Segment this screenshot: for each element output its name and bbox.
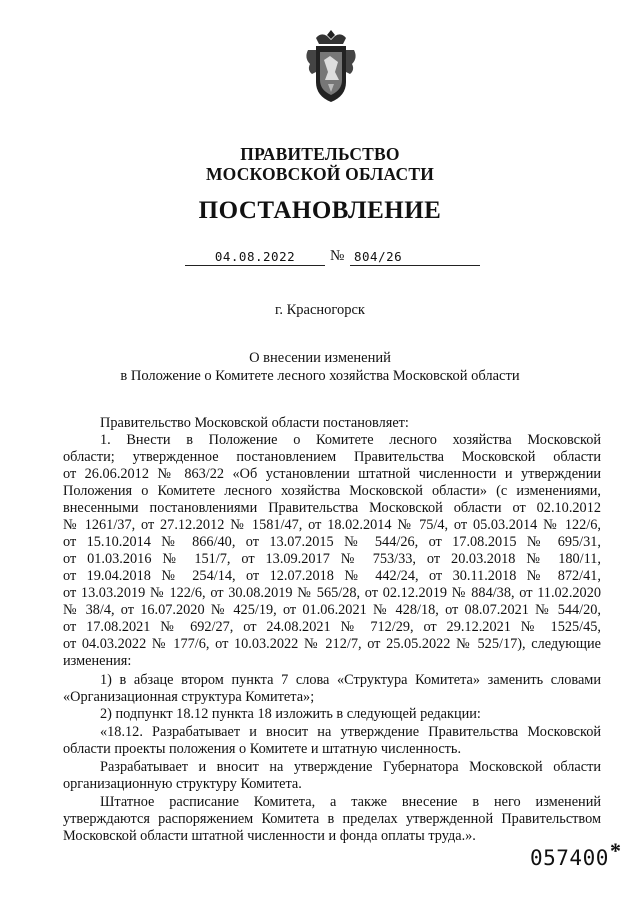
body-line: области проекты положения о Комитете и штатную численность. [63, 741, 462, 757]
body-line: от 01.03.2016 № 151/7, от 13.09.2017 № 753/33, от 20.03.2018 № 180/11, [63, 551, 601, 567]
number-sign: № [330, 248, 345, 264]
body-line: Положения о Комитете лесного хозяйства Московской области» (с изменениями, [63, 483, 601, 499]
body-line: Московской области штатной численности и фонда оплаты труда.». [63, 828, 476, 844]
body-line: Правительство Московской области постановляет: [100, 415, 409, 431]
body-line: «Организационная структура Комитета»; [63, 689, 315, 705]
body-line: внесенными постановлениями Правительства Московской области от 02.10.2012 [63, 500, 601, 516]
stamp-mark: * [610, 838, 621, 863]
document-date: 04.08.2022 [185, 249, 325, 266]
document-type: ПОСТАНОВЛЕНИЕ [198, 197, 442, 224]
city: г. Красногорск [275, 302, 365, 318]
body-line: Разрабатывает и вносит на утверждение Губернатора Московской области [100, 759, 601, 775]
organization-region: МОСКОВСКОЙ ОБЛАСТИ [205, 164, 435, 184]
organization-title: ПРАВИТЕЛЬСТВО [240, 144, 400, 164]
body-line: 1. Внести в Положение о Комитете лесного хозяйства Московской [100, 432, 601, 448]
subject-line-1: О внесении изменений [249, 350, 391, 366]
body-line: 1) в абзаце втором пункта 7 слова «Структура Комитета» заменить словами [100, 672, 601, 688]
body-line: 2) подпункт 18.12 пункта 18 изложить в следующей редакции: [100, 706, 481, 722]
body-line: области; утвержденное постановлением Правительства Московской области [63, 449, 601, 465]
coat-of-arms-icon [302, 28, 360, 106]
body-line: Штатное расписание Комитета, а также внесение в него изменений [100, 794, 601, 810]
subject-line-2: в Положение о Комитете лесного хозяйства Московской области [120, 368, 520, 384]
body-line: № 1261/37, от 27.12.2012 № 1581/47, от 18.02.2014 № 75/4, от 05.03.2014 № 122/6, [63, 517, 601, 533]
body-line: от 19.04.2018 № 254/14, от 12.07.2018 № 442/24, от 30.11.2018 № 872/41, [63, 568, 601, 584]
body-line: «18.12. Разрабатывает и вносит на утверждение Правительства Московской [100, 724, 601, 740]
body-line: от 26.06.2012 № 863/22 «Об установлении штатной численности и утверждении [63, 466, 601, 482]
body-line: от 15.10.2014 № 866/40, от 13.07.2015 № 544/26, от 17.08.2015 № 695/31, [63, 534, 601, 550]
body-line: от 17.08.2021 № 692/27, от 24.08.2021 № 712/29, от 29.12.2021 № 1525/45, [63, 619, 601, 635]
body-line: от 04.03.2022 № 177/6, от 10.03.2022 № 212/7, от 25.05.2022 № 525/17), следующие [63, 636, 601, 652]
body-line: изменения: [63, 653, 132, 669]
document-number: 804/26 [350, 249, 480, 266]
date-number-line [185, 248, 485, 270]
body-line: организационную структуру Комитета. [63, 776, 302, 792]
stamp-number: 057400 [530, 846, 609, 870]
body-line: от 13.03.2019 № 122/6, от 30.08.2019 № 565/28, от 02.12.2019 № 884/38, от 11.02.2020 [63, 585, 601, 601]
body-line: утверждаются распоряжением Комитета в пределах утвержденной Правительством [63, 811, 601, 827]
body-line: № 38/4, от 16.07.2020 № 425/19, от 01.06.2021 № 428/18, от 08.07.2021 № 544/20, [63, 602, 601, 618]
